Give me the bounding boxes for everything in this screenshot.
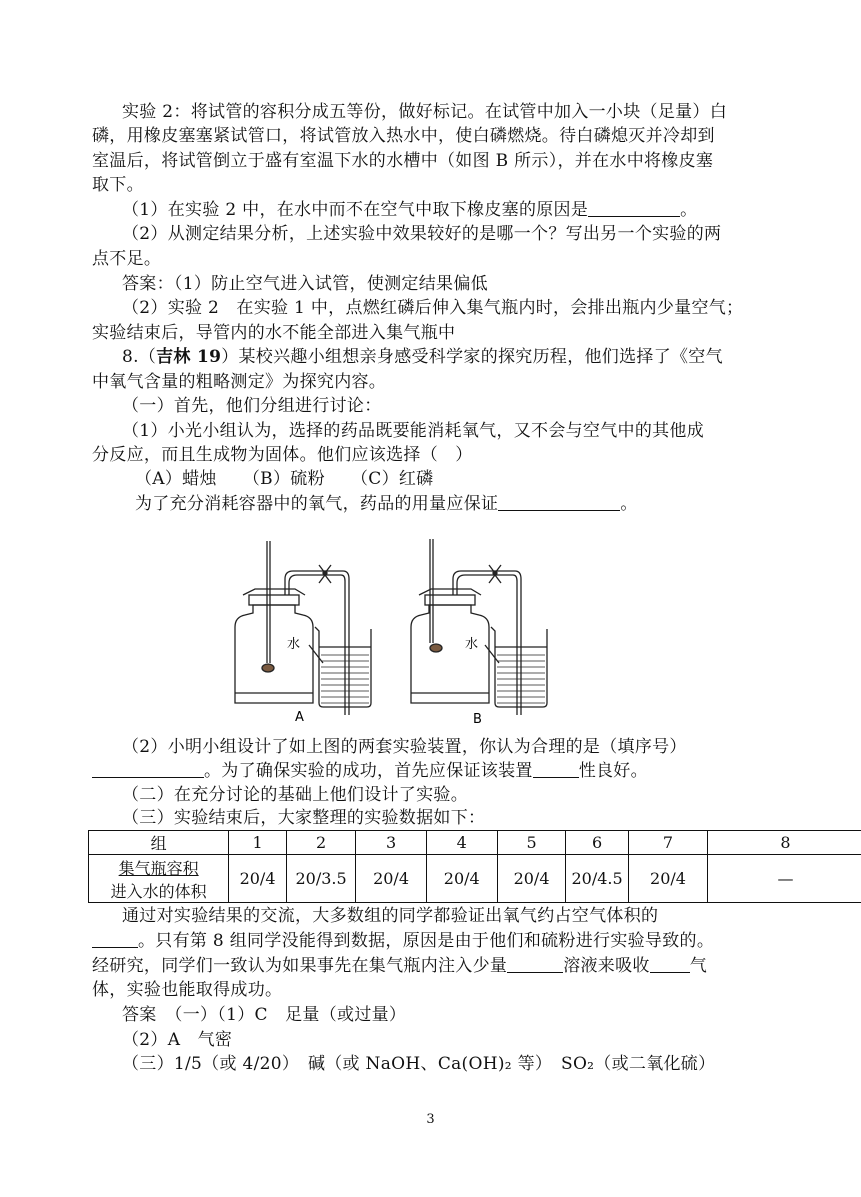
answer-blank [507,956,563,973]
figure-label-a: A [295,710,304,725]
row-label-top: 集气瓶容积 [118,858,199,878]
row-label [89,855,229,903]
section-3: （三）实验结束后，大家整理的实验数据如下： [122,808,486,828]
text-line: 通过对实验结果的交流，大多数组的同学都验证出氧气约占空气体积的 [122,906,659,926]
flask-b [411,605,489,703]
text-line: 。只有第 8 组同学没能得到数据，原因是由于他们和硫粉进行实验导致的。 [92,929,772,953]
table-header-cell: 1 [229,831,287,855]
text-line: （2）小明小组设计了如上图的两套实验装置，你认为合理的是（填序号） [122,737,687,757]
table-cell: 20/4.5 [566,855,629,903]
answer-blank [533,761,579,778]
figure-label-b: B [473,712,482,727]
experiment-data-table [88,830,861,903]
table-header-cell: 4 [426,831,497,855]
phosphorus-spoon-a [262,664,274,672]
text-line: 点不足。 [92,249,162,269]
table-cell: 20/4 [628,855,707,903]
answer-blank [498,494,620,511]
section-1: （一）首先，他们分组进行讨论： [122,396,382,416]
text-line: 中氧气含量的粗略测定》为探究内容。 [92,372,387,392]
table-cell: 20/4 [426,855,497,903]
answer-blank [650,956,690,973]
answer-line: 答案 （一）（1）C 足量（或过量） [122,1005,407,1025]
table-header-row [89,831,861,855]
table-header-cell: 组 [89,831,229,855]
table-row [89,855,861,903]
text-line: 磷，用橡皮塞塞紧试管口，将试管放入热水中，使白磷燃烧。待白磷熄灭并冷却到 [92,126,715,146]
source-tag: 吉林 19 [156,347,222,367]
text-line: 实验 2：将试管的容积分成五等份，做好标记。在试管中加入一小块（足量）白 [122,102,728,122]
table-cell: 20/4 [229,855,287,903]
text-line: （1）小光小组认为，选择的药品既要能消耗氧气，又不会与空气中的其他成 [122,421,705,441]
table-header-cell: 8 [708,831,861,855]
flask-a [235,605,313,703]
question-1: （1）在实验 2 中，在水中而不在空气中取下橡皮塞的原因是 。 [122,200,698,220]
table-header-cell: 2 [286,831,356,855]
page-number: 3 [426,1112,435,1127]
problem-8-heading: 8.（吉林 19）某校兴趣小组想亲身感受科学家的探究历程，他们选择了《空气 [122,347,723,367]
table-cell: 20/4 [356,855,426,903]
row-label-bottom: 进入水的体积 [110,881,207,901]
answer-line: 实验结束后，导管内的水不能全部进入集气瓶中 [92,323,456,343]
table-cell: 20/3.5 [286,855,356,903]
dose-line: 为了充分消耗容器中的氧气，药品的用量应保证 。 [135,494,638,514]
text-line: 取下。 [92,175,144,195]
water-label-b: 水 [465,637,479,652]
text-line: 室温后，将试管倒立于盛有室温下水的水槽中（如图 B 所示），并在水中将橡皮塞 [92,151,714,171]
question-2: （2）从测定结果分析，上述实验中效果较好的是哪一个？写出另一个实验的两 [122,224,722,244]
question-fill-line: 。为了确保实验的成功，首先应保证该装置 性良好。 [92,759,772,783]
table-cell: 20/4 [497,855,565,903]
answer-line: （2）实验 2 在实验 1 中，点燃红磷后伸入集气瓶内时，会排出瓶内少量空气； [122,298,744,318]
answer-line: 答案：（1）防止空气进入试管，使测定结果偏低 [122,274,488,294]
apparatus-figure [215,535,575,735]
table-header-cell: 5 [497,831,565,855]
text-line: 分反应，而且生成物为固体。他们应该选择（ ） [92,445,473,465]
answer-blank [92,761,204,778]
apparatus-diagram [215,535,575,735]
table-header-cell: 3 [356,831,426,855]
water-label-a: 水 [287,637,301,652]
answer-line: （2）A 气密 [122,1030,233,1050]
table-header-cell: 7 [628,831,707,855]
stopper-a [249,595,299,605]
text-line: 经研究，同学们一致认为如果事先在集气瓶内注入少量 溶液来吸收 气 [92,956,708,976]
answer-line: （三）1/5（或 4/20） 碱（或 NaOH、Ca(OH)₂ 等） SO₂（或二氧化硫） [122,1054,716,1074]
phosphorus-spoon-b [430,644,442,652]
table-header-cell: 6 [566,831,629,855]
table-cell: — [708,855,861,903]
section-2: （二）在充分讨论的基础上他们设计了实验。 [122,785,468,805]
answer-blank [92,931,138,948]
answer-blank [588,200,680,217]
text-line: 体，实验也能取得成功。 [92,980,283,1000]
options-line: （A）蜡烛 （B）硫粉 （C）红磷 [135,469,434,489]
